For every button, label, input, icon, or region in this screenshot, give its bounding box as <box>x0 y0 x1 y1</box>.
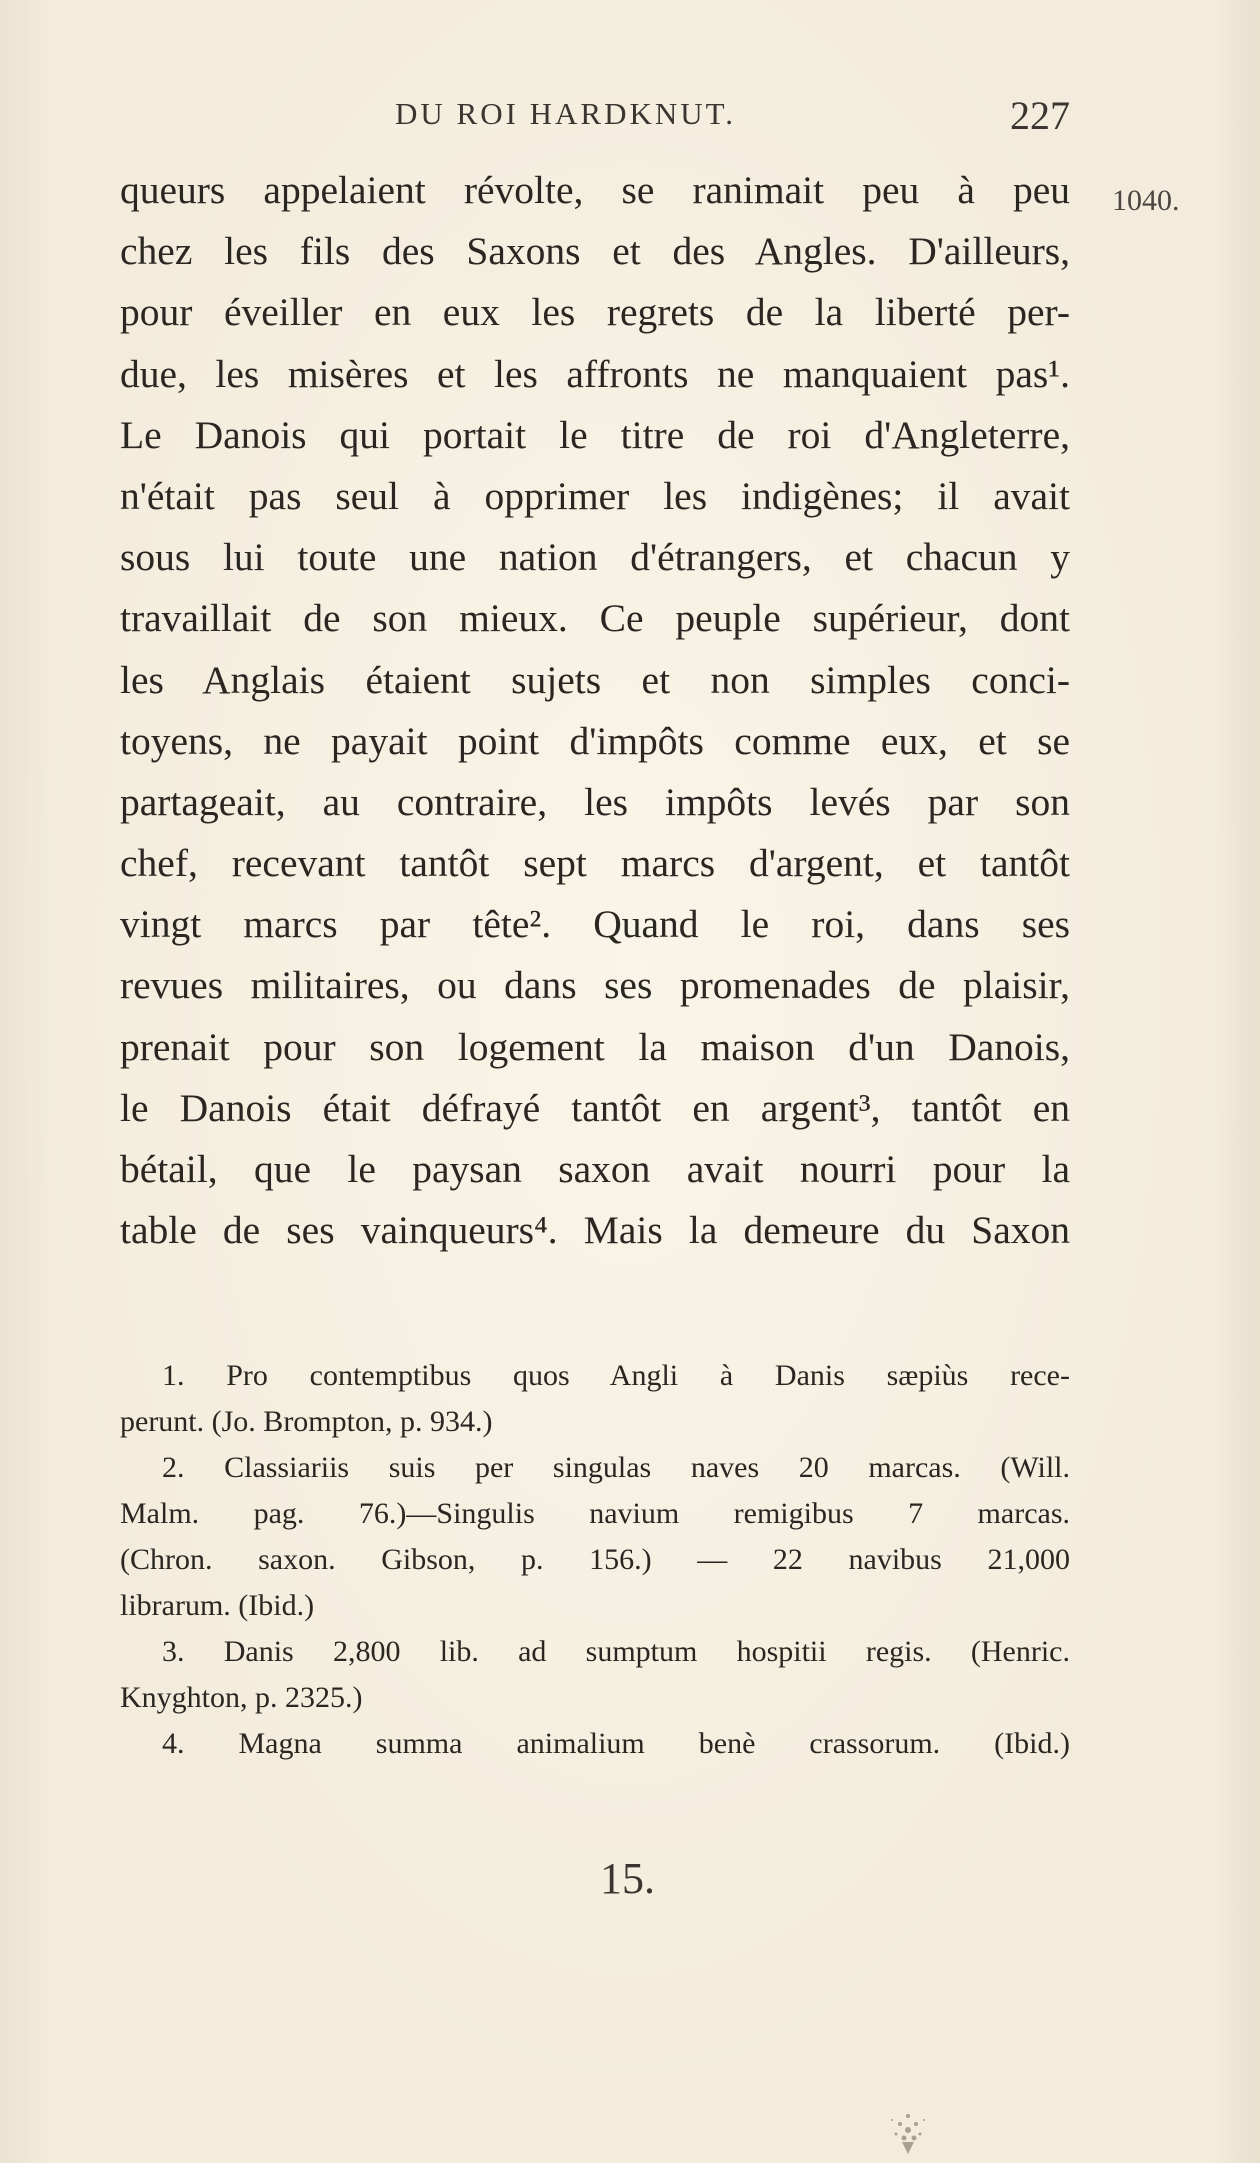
margin-year-note: 1040. <box>1112 184 1180 217</box>
library-stamp-icon <box>848 2080 968 2160</box>
footnote-line: Malm. pag. 76.)—Singulis navium remigibus 7 marcas. <box>120 1497 1070 1530</box>
text-line: due, les misères et les affronts ne manquaient pas¹. <box>120 351 1070 396</box>
text-line: n'était pas seul à opprimer les indigènes; il avait <box>120 473 1070 518</box>
text-line: bétail, que le paysan saxon avait nourri pour la <box>120 1147 1070 1191</box>
footnote-line: 1. Pro contemptibus quos Angli à Danis sæpiùs rece- <box>162 1359 1070 1392</box>
text-line: Le Danois qui portait le titre de roi d'Angleterre, <box>120 412 1070 457</box>
body-text <box>120 160 1070 1261</box>
text-line: chef, recevant tantôt sept marcs d'argent, et tantôt <box>120 841 1070 886</box>
text-line: sous lui toute une nation d'étrangers, et chacun y <box>120 535 1070 580</box>
text-line: toyens, ne payait point d'impôts comme eux, et se <box>120 718 1070 763</box>
text-line: prenait pour son logement la maison d'un Danois, <box>120 1024 1070 1069</box>
text-line: table de ses vainqueurs⁴. Mais la demeure du Saxon <box>120 1208 1070 1253</box>
page-number: 227 <box>1010 93 1070 138</box>
text-line: queurs appelaient révolte, se ranimait peu à peu <box>120 168 1070 212</box>
text-line: revues militaires, ou dans ses promenades de plaisir, <box>120 963 1070 1008</box>
text-line: pour éveiller en eux les regrets de la liberté per- <box>120 290 1070 335</box>
footnote-line: perunt. (Jo. Brompton, p. 934.) <box>120 1405 493 1438</box>
footnotes <box>120 1353 1070 1767</box>
running-head: DU ROI HARDKNUT. <box>395 96 737 131</box>
text-line: les Anglais étaient sujets et non simples conci- <box>120 657 1070 702</box>
footnote-line: librarum. (Ibid.) <box>120 1589 315 1622</box>
text-line: partageait, au contraire, les impôts levés par son <box>120 779 1070 824</box>
text-line: travaillait de son mieux. Ce peuple supérieur, dont <box>120 596 1070 641</box>
footnote-line: 4. Magna summa animalium benè crassorum. (Ibid.) <box>162 1727 1070 1760</box>
footnote-line: Knyghton, p. 2325.) <box>120 1681 363 1714</box>
text-line: chez les fils des Saxons et des Angles. D'ailleurs, <box>120 229 1070 274</box>
text-line: le Danois était défrayé tantôt en argent³, tantôt en <box>120 1085 1070 1130</box>
text-line: vingt marcs par tête². Quand le roi, dans ses <box>120 902 1070 947</box>
footnote-line: 3. Danis 2,800 lib. ad sumptum hospitii regis. (Henric. <box>162 1635 1070 1668</box>
footnote-line: (Chron. saxon. Gibson, p. 156.) — 22 navibus 21,000 <box>120 1543 1070 1576</box>
signature-mark: 15. <box>600 1854 655 1903</box>
footnote-line: 2. Classiariis suis per singulas naves 20 marcas. (Will. <box>162 1451 1070 1484</box>
